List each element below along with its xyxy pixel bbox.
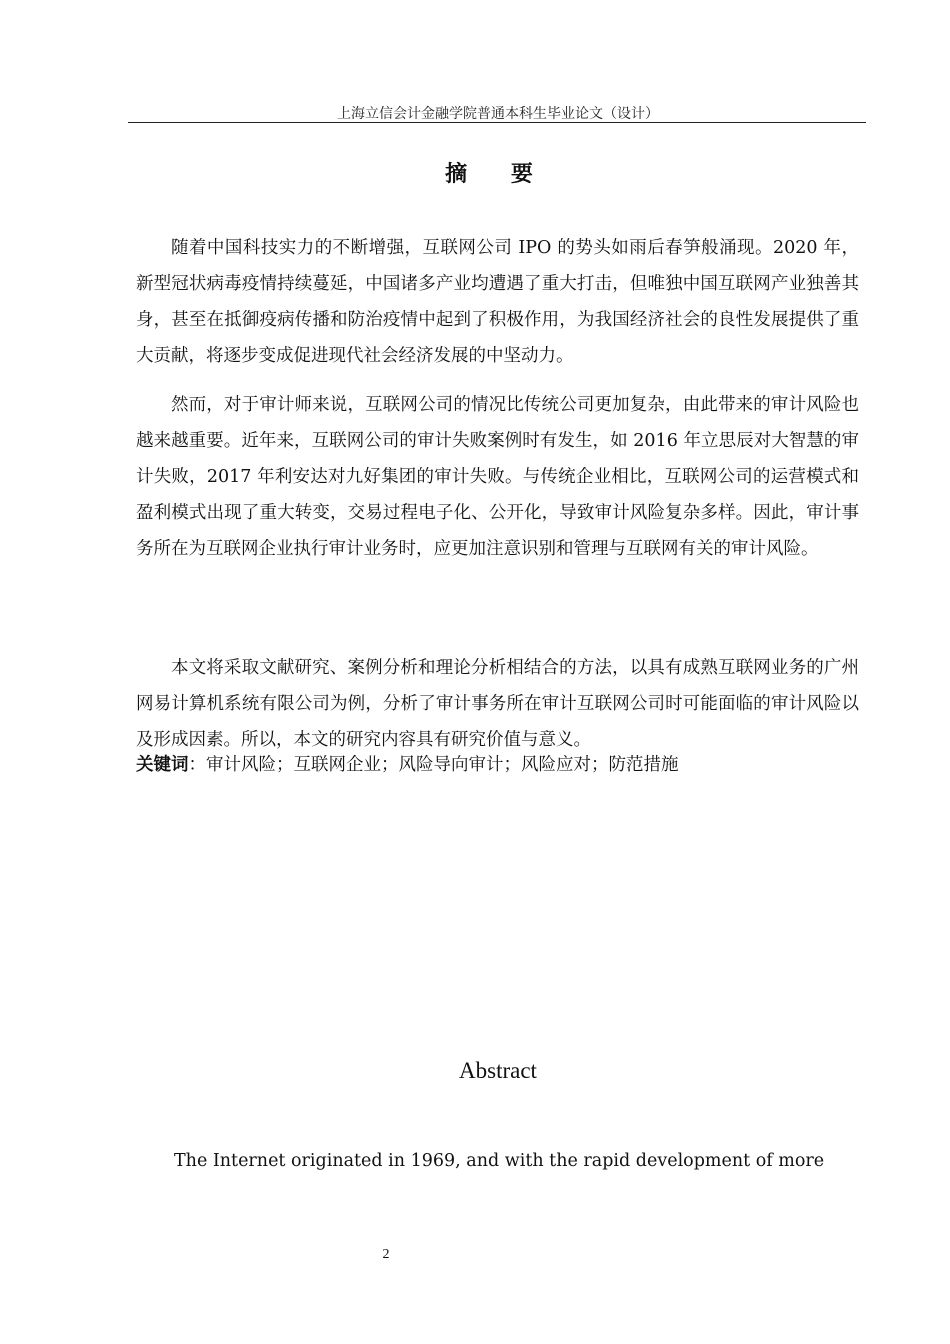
page-number: 2	[382, 1247, 390, 1262]
keywords-line	[136, 747, 859, 783]
abstract-cn-title: 摘 要	[445, 162, 551, 187]
abstract-en-title: Abstract	[459, 1058, 537, 1083]
running-header: 上海立信会计金融学院普通本科生毕业论文（设计）	[337, 106, 659, 122]
keywords-separator: ：	[188, 755, 206, 775]
abstract-cn-paragraph-2: 然而，对于审计师来说，互联网公司的情况比传统公司更加复杂，由此带来的审计风险也越来越重要。近年来，互联网公司的审计失败案例时有发生，如 2016 年立思辰对大智慧的审计失败，2017 年利安达对九好集团的审计失败。与传统企业相比，互联网公司的运营模式和盈利模式出现了重大转变，交易过程电子化、公开化，导致审计风险复杂多样。因此，审计事务所在为互联网企业执行审计业务时，应更加注意识别和管理与互联网有关的审计风险。	[136, 395, 859, 559]
abstract-en-first-line: The Internet originated in 1969, and with the rapid development of more	[174, 1151, 825, 1171]
abstract-cn-paragraph-1: 随着中国科技实力的不断增强，互联网公司 IPO 的势头如雨后春笋般涌现。2020 年，新型冠状病毒疫情持续蔓延，中国诸多产业均遭遇了重大打击，但唯独中国互联网产业独善其身，甚至在抵御疫病传播和防治疫情中起到了积极作用，为我国经济社会的良性发展提供了重大贡献，将逐步变成促进现代社会经济发展的中坚动力。	[136, 238, 859, 366]
header-rule	[128, 122, 866, 123]
abstract-cn-paragraph-3: 本文将采取文献研究、案例分析和理论分析相结合的方法，以具有成熟互联网业务的广州网易计算机系统有限公司为例，分析了审计事务所在审计互联网公司时可能面临的审计风险以及形成因素。所以，本文的研究内容具有研究价值与意义。	[136, 658, 859, 750]
keywords-list: 审计风险；互联网企业；风险导向审计；风险应对；防范措施	[206, 755, 679, 775]
keywords-label: 关键词	[136, 755, 189, 775]
